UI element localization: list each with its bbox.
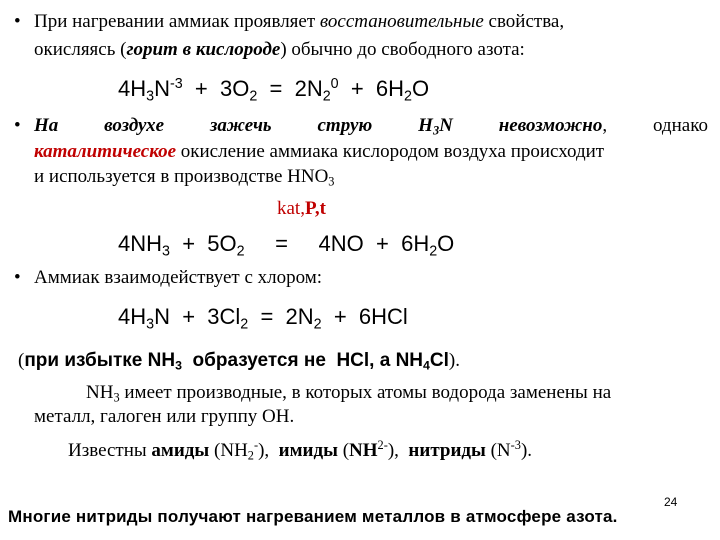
- word: однако: [652, 115, 708, 136]
- text-span: (: [18, 350, 25, 371]
- bullet-1-line-2: [34, 38, 525, 62]
- bullet-1-line-1: [34, 10, 564, 34]
- eq-part: + 6HCl: [321, 304, 408, 329]
- text-span: При нагревании аммиак проявляет: [34, 11, 320, 32]
- excess-note: [18, 349, 460, 373]
- text-span: H: [418, 115, 433, 136]
- eq-sub: 2: [249, 88, 258, 105]
- term-nitrides: нитриды: [408, 440, 486, 461]
- text-span: (: [337, 440, 350, 461]
- bullet-3: •: [14, 267, 21, 288]
- sub: 4: [423, 358, 430, 373]
- eq-part: = 4NO + 6H: [244, 231, 430, 256]
- eq-part: 4H: [118, 76, 147, 101]
- bullet-2-line-3: [34, 165, 334, 189]
- eq-sub: 2: [322, 88, 331, 105]
- word: зажечь: [210, 115, 272, 136]
- text-span: (NH: [209, 440, 248, 461]
- bullet-3-line: Аммиак взаимодействует с хлором:: [34, 267, 323, 288]
- bullet-1: •: [14, 11, 21, 32]
- bullet-2-line-1: [34, 114, 708, 138]
- eq-sup: -3: [169, 76, 183, 93]
- derivatives-line-1: [86, 381, 611, 405]
- eq-part: N + 3Cl: [154, 304, 241, 329]
- eq-sub: 2: [236, 243, 245, 260]
- text-span: имеет производные, в которых атомы водорода заменены на: [119, 382, 612, 403]
- word: На: [34, 115, 59, 136]
- text-span: окисляясь (: [34, 39, 127, 60]
- text-span: Cl: [429, 350, 449, 371]
- eq-part: + 3O: [182, 76, 250, 101]
- word: струю: [317, 115, 373, 136]
- page-number: 24: [664, 495, 678, 509]
- emphasis-burns-in-oxygen: горит в кислороде: [126, 39, 281, 60]
- text-span: свойства,: [483, 11, 565, 32]
- text-span: ),: [258, 440, 279, 461]
- sub: 3: [175, 358, 182, 373]
- eq-sub: 2: [404, 88, 412, 105]
- eq-part: O: [412, 76, 430, 101]
- sub: 3: [432, 123, 440, 138]
- term-amides: амиды: [151, 440, 210, 461]
- sup: -3: [510, 438, 521, 453]
- equation-2: [118, 230, 454, 258]
- eq-sub: 3: [146, 88, 155, 105]
- eq-sub: 3: [146, 316, 155, 333]
- eq-part: + 6H: [338, 76, 405, 101]
- equation-1: [118, 75, 429, 103]
- text-span: NH: [86, 382, 114, 403]
- text-span: образуется не HCl, а NH: [181, 350, 424, 371]
- text-span: ).: [448, 350, 460, 371]
- bullet-2-line-2: [34, 140, 604, 164]
- emphasis-reducing: восстановительные: [319, 11, 484, 32]
- text-span: N: [439, 115, 453, 136]
- sub: 3: [328, 174, 335, 189]
- sub: 3: [113, 390, 120, 405]
- eq-part: = 2N: [248, 304, 314, 329]
- word-impossible: [499, 114, 607, 138]
- sub: 2: [247, 448, 254, 463]
- text-span: невозможно: [498, 115, 603, 136]
- text-span: окисление аммиака кислородом воздуха происходит: [176, 141, 605, 162]
- eq-part: 4H: [118, 304, 147, 329]
- emphasis-catalytic: каталитическое: [34, 141, 177, 162]
- sup: -: [253, 438, 259, 453]
- equation-3: [118, 303, 408, 331]
- text-span: P,t: [304, 198, 326, 219]
- eq-sub: 2: [313, 316, 322, 333]
- text-span: и используется в производстве HNO: [34, 166, 329, 187]
- word: воздухе: [104, 115, 165, 136]
- eq-sub: 3: [162, 243, 170, 260]
- text-span: при избытке NH: [24, 350, 176, 371]
- eq-part: N: [154, 76, 170, 101]
- derivatives-line-2: металл, галоген или группу OH.: [34, 406, 295, 427]
- known-compounds: [68, 439, 532, 463]
- term-imides: имиды: [278, 440, 338, 461]
- reaction-conditions: [277, 197, 326, 221]
- text-span: ),: [387, 440, 409, 461]
- word-h3n: [418, 114, 453, 138]
- bullet-2: •: [14, 115, 21, 136]
- eq-sub: 2: [240, 316, 249, 333]
- footer-line: Многие нитриды получают нагреванием металлов в атмосфере азота.: [8, 507, 618, 526]
- text-span: Известны: [68, 440, 152, 461]
- text-span: NH: [349, 440, 378, 461]
- text-span: ) обычно до свободного азота:: [280, 39, 525, 60]
- text-span: (N: [485, 440, 511, 461]
- eq-part: 4NH: [118, 231, 163, 256]
- sup: 2-: [377, 438, 388, 453]
- text-span: ).: [520, 440, 533, 461]
- eq-sub: 2: [429, 243, 438, 260]
- eq-sup: 0: [330, 76, 339, 93]
- eq-part: = 2N: [257, 76, 323, 101]
- text-span: ,: [602, 115, 608, 136]
- eq-part: O: [437, 231, 455, 256]
- eq-part: + 5O: [169, 231, 237, 256]
- text-span: kat,: [277, 198, 305, 219]
